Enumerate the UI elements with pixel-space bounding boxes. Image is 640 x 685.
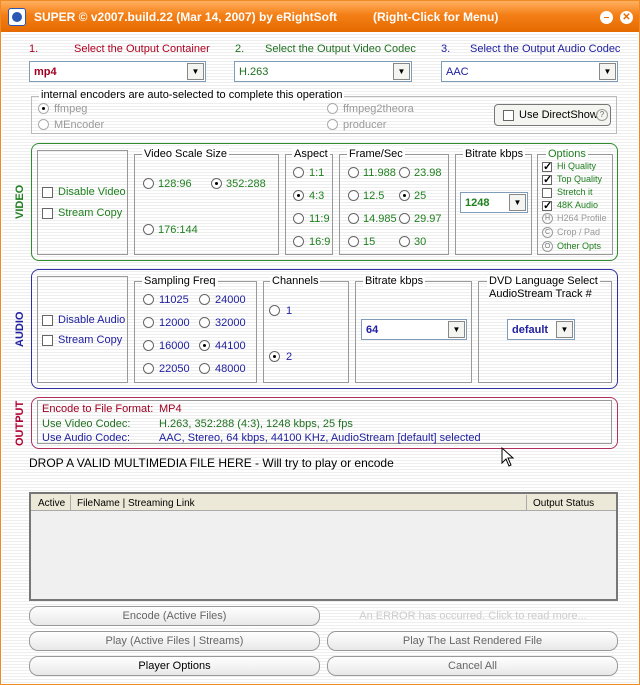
aspect-1-1-label: 1:1 [309, 167, 325, 179]
step-2-label: Select the Output Video Codec [265, 43, 416, 55]
freq-22050-radio[interactable] [143, 363, 154, 374]
right-click-hint: (Right-Click for Menu) [373, 10, 499, 24]
output-video-label: Use Video Codec: [42, 418, 131, 430]
fps-2398-radio[interactable] [399, 167, 410, 178]
column-divider [70, 495, 71, 510]
container-select[interactable] [29, 61, 206, 82]
audio-disable-group [37, 276, 128, 383]
video-stream-copy-label: Stream Copy [58, 207, 123, 219]
error-message-link[interactable]: An ERROR has occurred. Click to read more... [359, 610, 587, 622]
column-divider [526, 495, 527, 510]
video-bitrate-label: Bitrate kbps [465, 148, 524, 160]
audio-track-select[interactable] [507, 319, 575, 340]
video-disable-group [37, 150, 128, 255]
freq-11025-label: 11025 [159, 294, 189, 306]
other-opts-icon[interactable]: O [542, 241, 553, 252]
channel-2-radio[interactable] [269, 351, 280, 362]
hi-quality-label: Hi Quality [557, 161, 597, 171]
file-list-table[interactable] [29, 492, 618, 601]
audio-track-value: default [512, 324, 549, 336]
output-audio-label: Use Audio Codec: [42, 432, 131, 444]
disable-video-checkbox[interactable] [42, 187, 53, 198]
aspect-label: Aspect [294, 148, 328, 160]
audio-stream-copy-label: Stream Copy [58, 334, 123, 346]
output-format-label: Encode to File Format: [42, 403, 154, 415]
fps-25-label: 25 [414, 190, 427, 202]
freq-16000-radio[interactable] [143, 340, 154, 351]
encode-button[interactable]: Encode (Active Files) [29, 606, 320, 626]
audio-stream-copy-checkbox[interactable] [42, 335, 53, 346]
fps-30-radio[interactable] [399, 236, 410, 247]
directshow-checkbox[interactable] [503, 110, 514, 121]
channels-group [263, 281, 349, 383]
video-stream-copy-checkbox[interactable] [42, 208, 53, 219]
video-scale-label: Video Scale Size [144, 148, 227, 160]
freq-32000-label: 32000 [215, 317, 246, 329]
48k-audio-checkbox[interactable] [542, 201, 552, 211]
play-last-button[interactable]: Play The Last Rendered File [327, 631, 618, 651]
freq-24000-radio[interactable] [199, 294, 210, 305]
minimize-icon[interactable]: – [600, 11, 613, 24]
scale-128-radio[interactable] [143, 178, 154, 189]
video-codec-value: H.263 [239, 66, 269, 78]
column-output-status[interactable]: Output Status [533, 498, 595, 509]
stretch-checkbox[interactable] [542, 188, 552, 198]
step-1-number: 1. [29, 43, 39, 55]
ffmpeg-label: ffmpeg [54, 103, 88, 115]
hi-quality-checkbox[interactable] [542, 162, 552, 172]
top-quality-checkbox[interactable] [542, 175, 552, 185]
video-bitrate-value: 1248 [465, 197, 490, 209]
video-section-title: VIDEO [14, 184, 26, 219]
video-bitrate-select[interactable] [460, 192, 528, 213]
sampling-label: Sampling Freq [144, 275, 216, 287]
chevron-down-icon[interactable]: ▼ [556, 321, 573, 338]
fps-14985-label: 14.985 [363, 213, 397, 225]
chevron-down-icon[interactable]: ▼ [187, 63, 204, 80]
video-codec-select[interactable] [234, 61, 412, 82]
channels-label: Channels [272, 275, 319, 287]
scale-128-label: 128:96 [158, 178, 192, 190]
step-3-label: Select the Output Audio Codec [470, 43, 621, 55]
fps-30-label: 30 [414, 236, 427, 248]
freq-11025-radio[interactable] [143, 294, 154, 305]
output-section-title: OUTPUT [14, 400, 26, 446]
crop-pad-label: Crop / Pad [557, 227, 601, 237]
h264-profile-icon[interactable]: H [542, 213, 553, 224]
audio-bitrate-label: Bitrate kbps [365, 275, 424, 287]
container-value: mp4 [34, 66, 57, 78]
fps-15-radio[interactable] [348, 236, 359, 247]
play-active-button[interactable]: Play (Active Files | Streams) [29, 631, 320, 651]
use-directshow-button[interactable] [494, 104, 611, 126]
dvd-language-label: DVD Language Select [489, 275, 598, 287]
disable-audio-label: Disable Audio [58, 314, 126, 326]
freq-44100-label: 44100 [215, 340, 246, 352]
scale-176-label: 176:144 [158, 224, 198, 236]
encoders-legend: internal encoders are auto-selected to complete this operation [41, 89, 343, 101]
audiostream-track-label: AudioStream Track # [489, 288, 592, 300]
mencoder-radio[interactable] [38, 119, 49, 130]
close-icon[interactable]: ✕ [620, 11, 633, 24]
chevron-down-icon[interactable]: ▼ [393, 63, 410, 80]
producer-label: producer [343, 119, 387, 131]
aspect-16-9-label: 16:9 [309, 236, 331, 248]
fps-2997-radio[interactable] [399, 213, 410, 224]
aspect-11-9-radio[interactable] [293, 213, 304, 224]
fps-14985-radio[interactable] [348, 213, 359, 224]
cancel-all-button[interactable]: Cancel All [327, 656, 618, 676]
title-bar[interactable] [1, 1, 639, 32]
fps-125-label: 12.5 [363, 190, 385, 202]
h264-profile-label: H264 Profile [557, 213, 607, 223]
ffmpeg2theora-label: ffmpeg2theora [343, 103, 414, 115]
aspect-4-3-label: 4:3 [309, 190, 325, 202]
freq-12000-radio[interactable] [143, 317, 154, 328]
scale-176-radio[interactable] [143, 224, 154, 235]
audio-section-title: AUDIO [14, 311, 26, 347]
aspect-16-9-radio[interactable] [293, 236, 304, 247]
step-1-label: Select the Output Container [74, 43, 210, 55]
help-icon[interactable]: ? [596, 109, 608, 121]
freq-48000-radio[interactable] [199, 363, 210, 374]
48k-audio-label: 48K Audio [557, 200, 599, 210]
chevron-down-icon[interactable]: ▼ [509, 194, 526, 211]
video-options-label: Options [548, 148, 586, 160]
crop-pad-icon[interactable]: C [542, 227, 553, 238]
fps-25-radio[interactable] [399, 190, 410, 201]
channel-2-label: 2 [286, 351, 293, 363]
fps-15-label: 15 [363, 236, 376, 248]
other-opts-label: Other Opts [557, 241, 602, 251]
output-audio-value: AAC, Stereo, 64 kbps, 44100 KHz, AudioStream [default] selected [159, 432, 481, 444]
scale-352-label: 352:288 [226, 178, 266, 190]
directshow-label: Use DirectShow [519, 109, 598, 121]
freq-16000-label: 16000 [159, 340, 190, 352]
channel-1-radio[interactable] [269, 305, 280, 316]
disable-video-label: Disable Video [58, 186, 126, 198]
aspect-4-3-radio[interactable] [293, 190, 304, 201]
freq-44100-radio[interactable] [199, 340, 210, 351]
step-3-number: 3. [441, 43, 451, 55]
scale-352-radio[interactable] [211, 178, 222, 189]
fps-125-radio[interactable] [348, 190, 359, 201]
output-format-value: MP4 [159, 403, 182, 415]
freq-48000-label: 48000 [215, 363, 246, 375]
fps-2398-label: 23.98 [414, 167, 442, 179]
drop-hint: DROP A VALID MULTIMEDIA FILE HERE - Will try to play or encode [29, 456, 394, 470]
audio-codec-select[interactable] [441, 61, 618, 82]
freq-32000-radio[interactable] [199, 317, 210, 328]
ffmpeg-radio[interactable] [38, 103, 49, 114]
output-video-value: H.263, 352:288 (4:3), 1248 kbps, 25 fps [159, 418, 353, 430]
audio-codec-value: AAC [446, 66, 469, 78]
mencoder-label: MEncoder [54, 119, 105, 131]
fps-11988-radio[interactable] [348, 167, 359, 178]
chevron-down-icon[interactable]: ▼ [599, 63, 616, 80]
aspect-1-1-radio[interactable] [293, 167, 304, 178]
cursor-icon [501, 447, 515, 467]
window-title: SUPER © v2007.build.22 (Mar 14, 2007) by eRightSoft [34, 10, 337, 24]
audio-bitrate-select[interactable] [361, 319, 467, 340]
freq-22050-label: 22050 [159, 363, 190, 375]
ffmpeg2theora-radio[interactable] [327, 103, 338, 114]
fps-2997-label: 29.97 [414, 213, 442, 225]
stretch-label: Stretch it [557, 187, 593, 197]
step-2-number: 2. [235, 43, 245, 55]
video-scale-group [134, 154, 279, 255]
producer-radio[interactable] [327, 119, 338, 130]
fps-11988-label: 11.988 [363, 167, 396, 179]
column-filename[interactable]: FileName | Streaming Link [77, 498, 195, 509]
aspect-11-9-label: 11:9 [309, 213, 330, 225]
disable-audio-checkbox[interactable] [42, 315, 53, 326]
chevron-down-icon[interactable]: ▼ [448, 321, 465, 338]
top-quality-label: Top Quality [557, 174, 603, 184]
freq-12000-label: 12000 [159, 317, 190, 329]
freq-24000-label: 24000 [215, 294, 246, 306]
player-options-button[interactable]: Player Options [29, 656, 320, 676]
channel-1-label: 1 [286, 305, 293, 317]
app-icon[interactable] [8, 8, 26, 26]
fps-label: Frame/Sec [349, 148, 403, 160]
column-active[interactable]: Active [38, 498, 66, 509]
audio-bitrate-value: 64 [366, 324, 379, 336]
